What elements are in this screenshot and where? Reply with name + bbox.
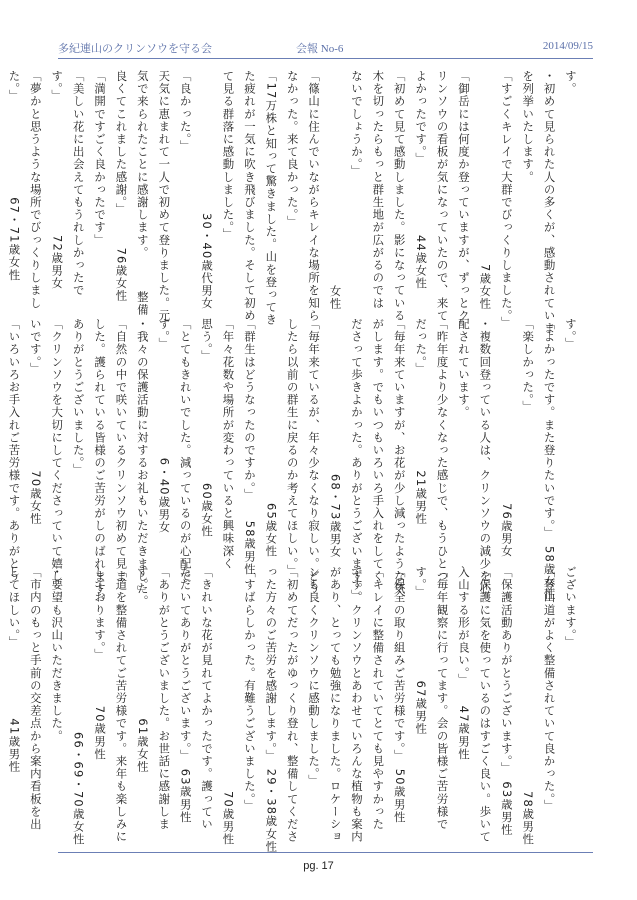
text-line: 「初めて見て感動しました。影になっている [392,70,407,322]
text-line: ・我々の保護活動に対するお礼もいただきました。 [135,318,150,608]
text-line: したら以前の群生に戻るのか考えてほしい。」 [285,318,300,577]
text-line: 良くてこれました感謝。」 76歳女性 [114,70,129,303]
text-line: った方々のご苦労を感謝します。」 29・38歳女性 [264,566,279,853]
text-line: ださって歩きよかった。ありがとうございます。」 [349,318,364,603]
text-line: です。クリンソウとあわせていろんな植物も案内 [349,566,364,844]
text-line: 「年々花数や場所が変わっていると興味深く [221,318,236,570]
text-line: 「毎年来ているが、年々少なくなり寂しい。どう [307,318,322,596]
text-line: してほしい。」 41歳男性 [7,566,22,774]
text-line: 「良かった。」 [178,70,193,153]
text-line: がします。でもいつもいろいろ手入れをしてく [371,318,386,583]
text-line: 「よかったです。また登りたいです。」 58歳女性 [542,318,557,601]
text-line: す。」 6・40歳男女 [157,318,172,534]
text-line: 「クリンソウを大切にしてくださっていて嬉し [50,318,65,583]
respondent-attribution: 76歳男女 [499,503,514,558]
text-block-top [7,70,581,335]
text-line: よかったです。」 44歳女性 [414,70,429,290]
text-line: 「群生はどうなったのですか。」 58歳男性 [242,318,257,576]
text-line: ンも良くクリンソウに感動しました。」 [307,566,322,788]
text-line: があり、とっても勉強になりました。ロケーショ [328,566,343,844]
respondent-attribution: 68・73歳男女 [328,473,343,558]
text-line: いです。」 70歳女性 [28,318,43,526]
newsletter-issue: 会報 No-6 [296,43,344,55]
header-rule [58,58,593,59]
text-line: ・複数回登っている人は、クリンソウの減少を心 [478,318,493,596]
text-line: て見る群落に感動しました。」 [221,70,236,241]
text-line: 天気に恵まれて一人で初めて登りました。元 [157,70,172,322]
text-line: 思う。」 60歳女性 [200,318,215,538]
text-line: ないでしょうか。」 [349,70,364,178]
text-line [0,70,3,310]
page-number: pg. 17 [303,860,334,872]
text-line: しております。」 70歳男性 [93,566,108,761]
text-line: 「満開ですごく良かったです」 [93,70,108,247]
text-line: す。」 [564,318,578,351]
text-line: 「毎年観察に行ってます。会の皆様ご苦労様で [435,566,450,831]
text-line: 「保護に気を使っているのはすごく良い。歩いて [478,566,493,844]
text-line: ・要望も沢山いただきました。 [50,566,65,743]
issue-date: 2014/09/15 [542,40,593,52]
text-line: 「自然の中で咲いているクリンソウ初めて見ま [114,318,129,583]
footer-rule [58,852,593,853]
text-block-bottom [7,566,581,853]
text-line: ございます。」 [564,566,578,649]
text-line: を列挙いたします。 [521,70,536,184]
organization-name: 多紀連山のクリンソウを守る会 [58,43,212,55]
text-line: た。」 67・71歳女性 [7,70,22,282]
text-line: 「きれいな花が見れてよかったです。護ってい [200,566,215,831]
text-line: 「キレイに整備されていてとても見やすかった [371,566,386,831]
text-line: 「市内のもっと手前の交差点から案内看板を出 [28,566,43,831]
text-line: 配されています。 [456,318,471,419]
text-line: 「初めてだったがゆっくり登れ、整備してくださ [285,566,300,844]
text-line: だった。」 21歳男性 [414,318,429,526]
text-line: す。」 67歳男性 [414,566,429,736]
respondent-attribution: 女性 [328,284,343,310]
text-line: ・初めて見られた人の多くが、感動されていま [542,70,557,335]
respondent-attribution: 7歳女性 [478,263,493,310]
text-line: す。」 72歳男女 [50,70,65,290]
text-line: 「篠山に住んでいながらキレイな場所を知ら [307,70,322,322]
text-line: 「毎年来ていますが、お花が少し減ったような気 [392,318,407,596]
respondent-attribution: 70歳男性 [221,791,236,846]
text-line: た疲れが一気に吹き飛びました。そして初め [242,70,257,322]
text-line: 「17万株と知って驚きました。山を登ってき [264,70,279,327]
text-line: リンソウの看板が気になっていたので、来て [435,70,450,322]
text-line: 「とてもきれいでした。減っているのが心配で [178,318,193,583]
text-line: 「美しい花に出会えてもうれしかったで [71,70,86,297]
respondent-attribution: 30・40歳代男女 [200,213,215,310]
text-line: 「ありがとうございました。お世話に感謝しま [157,566,172,831]
text-line: す。」 61歳女性 [135,566,150,774]
page-header [58,40,593,58]
text-line: ただいてありがとうございます。」 63歳男性 [178,566,193,824]
text-line: 「すごくキレイで大群でびっくりしました。」 [499,70,514,329]
respondent-attribution: 78歳男性 [521,791,536,846]
text-line: 「保全の取り組みご苦労様です。」 50歳男性 [392,566,407,824]
text-line: 「御岳には何度か登っていますが、ずっとク [456,70,471,322]
text-line: 「夢かと思うような場所でびっくりしまし [28,70,43,310]
text-line: 「楽しかった。」 [521,318,536,414]
text-line: す。 [564,70,578,96]
text-line: なかった。来て良かった。」 [285,70,300,229]
text-line: した。護られている皆様のご苦労がしのばれます。 [93,318,108,608]
respondent-attribution: 66・69・70歳女性 [71,732,86,846]
text-line: 「道を整備されてご苦労様です。来年も楽しみに [114,566,129,844]
text-line: 気で来られたことに感謝します。 整備 [135,70,150,317]
text-line: 「いろいろお手入れご苦労様です。ありがとう [7,318,22,583]
text-line: 「登山道がよく整備されていて良かった。」 [542,566,557,813]
text-block-middle [7,318,581,608]
text-line [0,566,3,846]
respondent-attribution: 65歳女性 [264,503,279,558]
text-line: 木を切ったらもっと群生地が広がるのでは [371,70,386,310]
text-line: 「昨年度より少なくなった感じで、もうひとつ [435,318,450,583]
text-line: 「すばらしかった。有難うございました。」 [242,566,257,813]
text-line: 「保護活動ありがとうございます。」 63歳男性 [499,566,514,837]
text-line: ありがとうございました。」 [71,318,86,477]
text-line: 入山する形が良い。」 47歳男性 [456,566,471,761]
